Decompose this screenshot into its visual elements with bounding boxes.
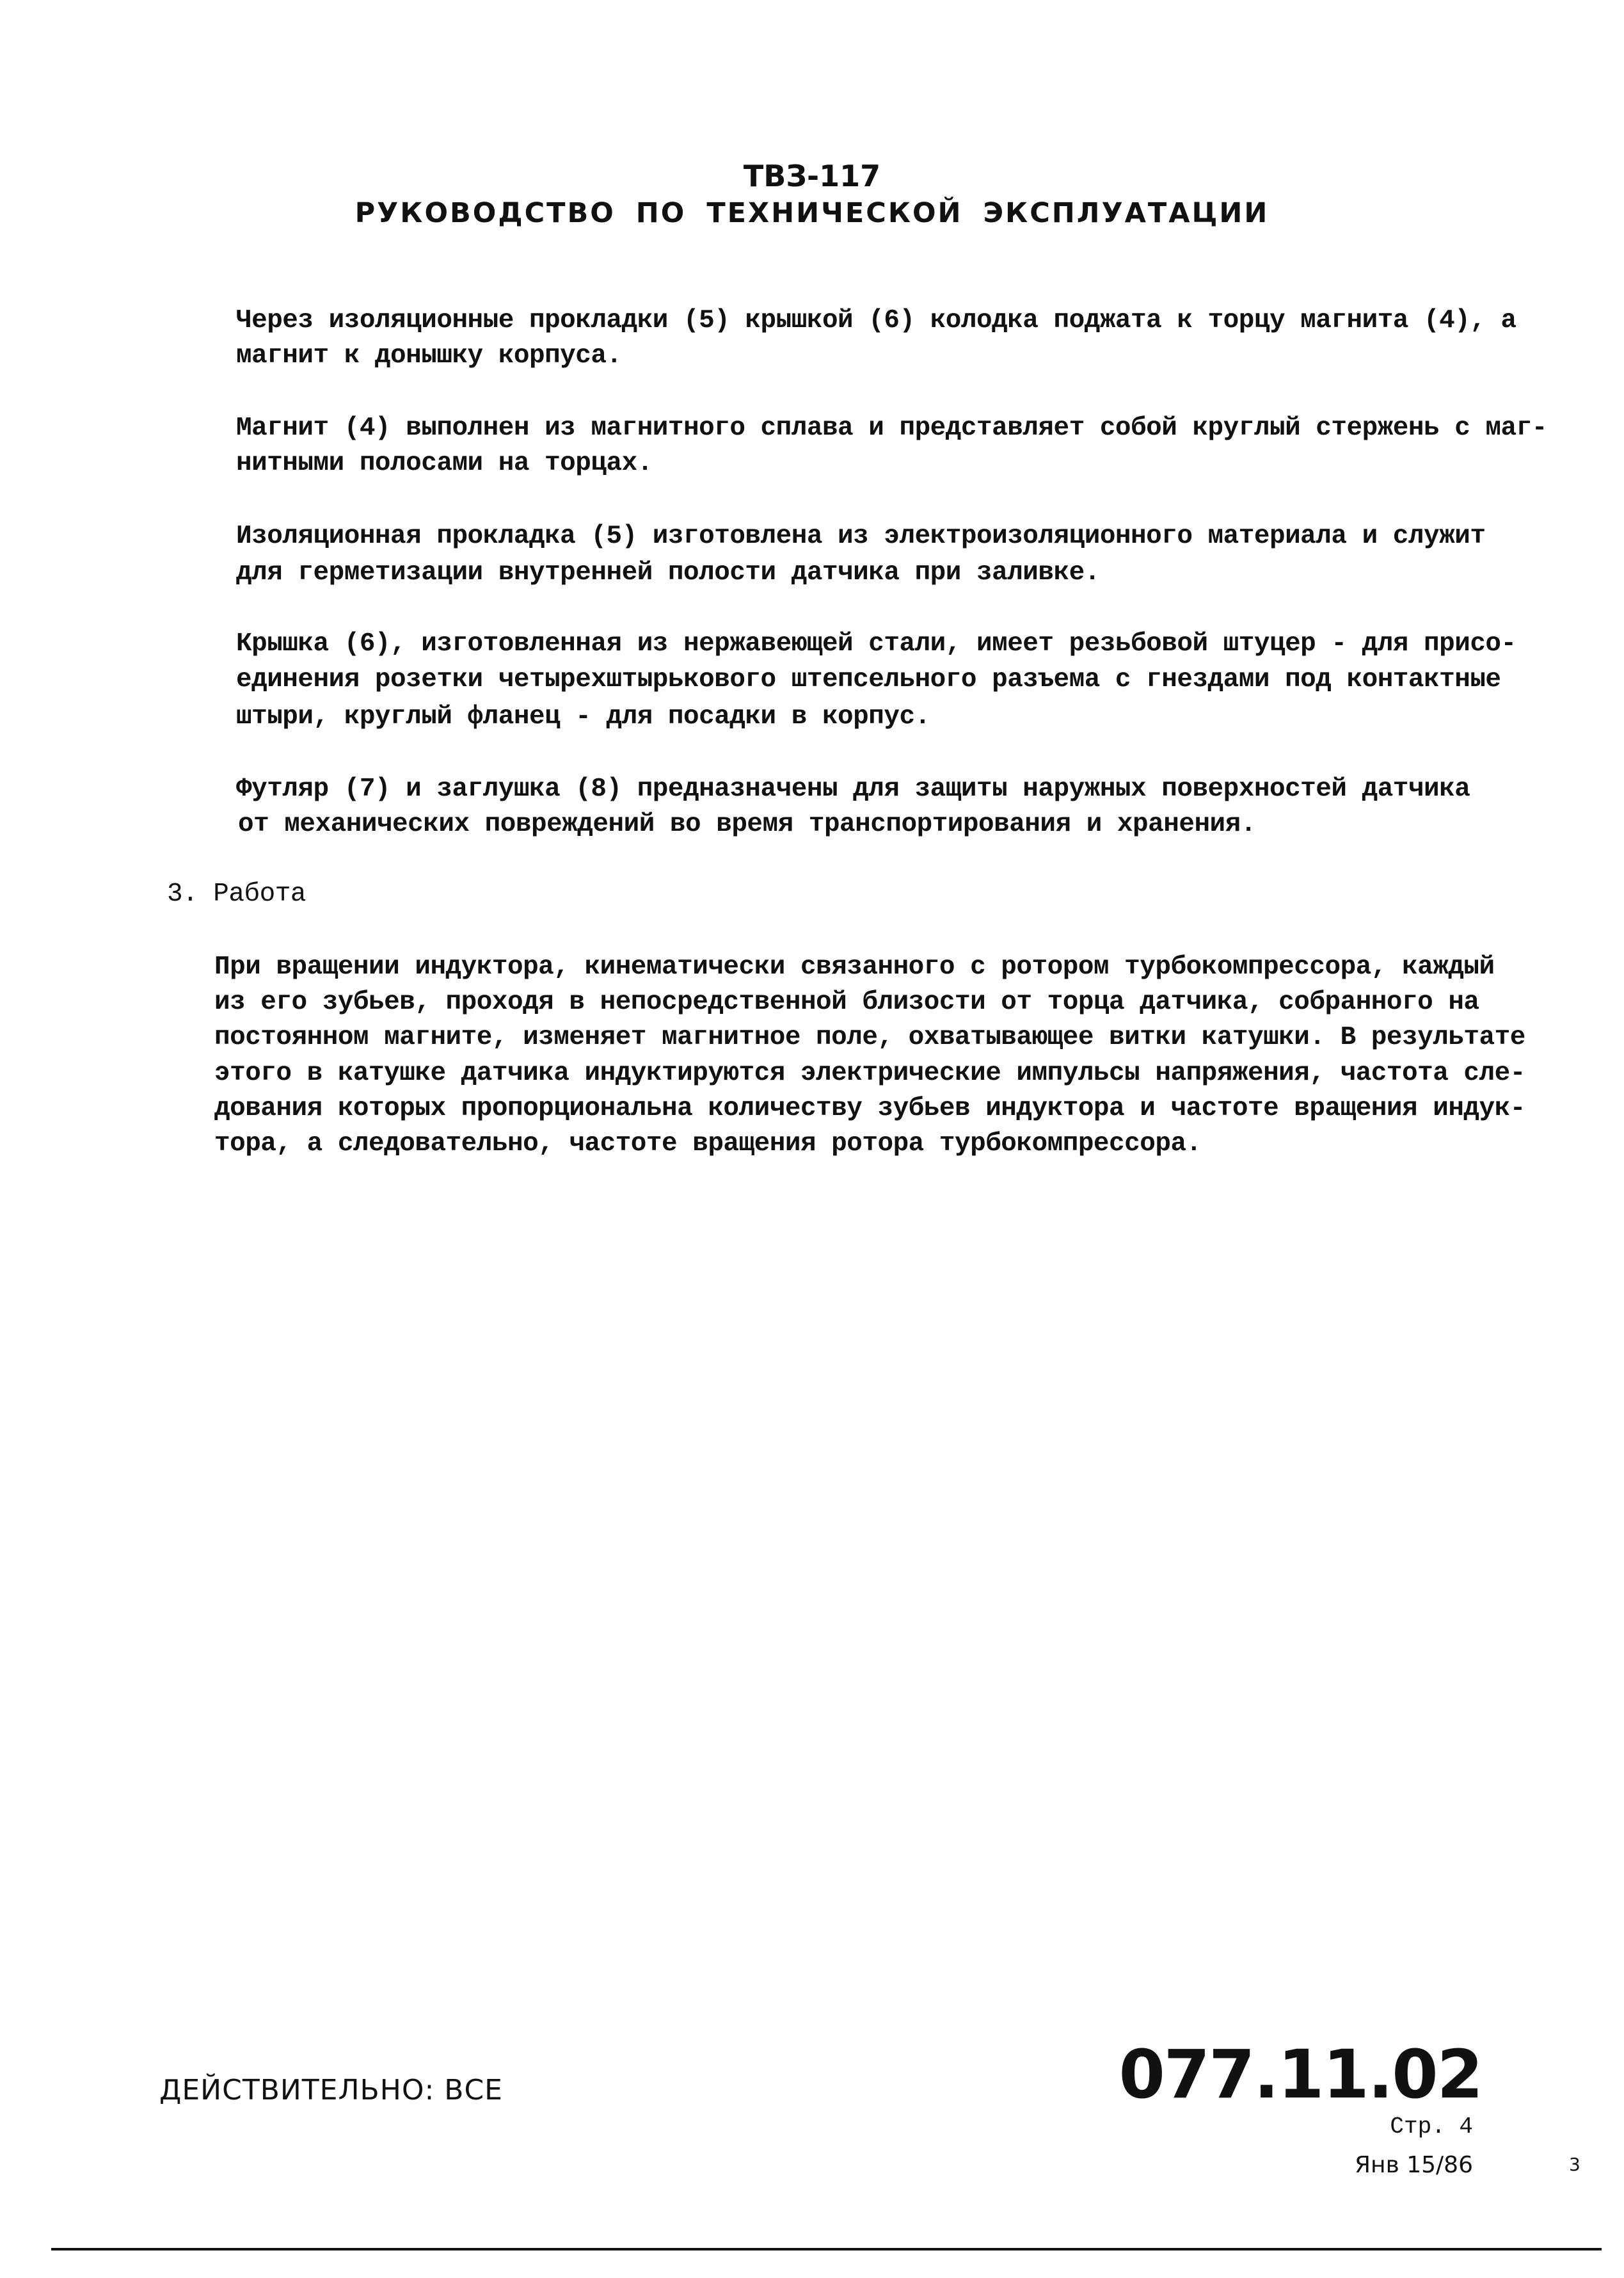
text-line: Крышка (6), изготовленная из нержавеющей стали, имеет резьбовой штуцер - для присо- — [236, 629, 1517, 659]
text-line: Через изоляционные прокладки (5) крышкой (6) колодка поджата к торцу магнита (4), а — [236, 306, 1517, 335]
text-line: из его зубьев, проходя в непосредственной близости от торца датчика, собранного на — [214, 988, 1479, 1017]
text-line: дования которых пропорциональна количеству зубьев индуктора и частоте вращения индук- — [214, 1094, 1525, 1123]
text-line: единения розетки четырехштырькового штепсельного разъема с гнездами под контактные — [236, 665, 1501, 694]
text-line: штыри, круглый фланец - для посадки в корпус. — [236, 702, 930, 732]
page-number: Стр. 4 — [1390, 2114, 1473, 2140]
text-line: от механических повреждений во время транспортирования и хранения. — [238, 810, 1256, 839]
text-line: Изоляционная прокладка (5) изготовлена из электроизоляционного материала и служит — [236, 522, 1486, 551]
text-line: этого в катушке датчика индуктируются электрические импульсы напряжения, частота сле- — [214, 1059, 1525, 1088]
text-line: нитными полосами на торцах. — [236, 449, 653, 478]
text-line: При вращении индуктора, кинематически связанного с ротором турбокомпрессора, каждый — [214, 952, 1495, 982]
validity-label: ДЕЙСТВИТЕЛЬНО: ВСЕ — [159, 2074, 503, 2106]
text-line: для герметизации внутренней полости датчика при заливке. — [236, 558, 1100, 588]
text-line: постоянном магните, изменяет магнитное поле, охватывающее витки катушки. В результате — [214, 1023, 1525, 1052]
revision-date: Янв 15/86 — [1355, 2152, 1473, 2178]
document-subtitle: РУКОВОДСТВО ПО ТЕХНИЧЕСКОЙ ЭКСПЛУАТАЦИИ — [354, 197, 1270, 229]
margin-mark: 3 — [1569, 2154, 1580, 2175]
text-line: тора, а следовательно, частоте вращения ротора турбокомпрессора. — [214, 1129, 1202, 1159]
text-line: Магнит (4) выполнен из магнитного сплава и представляет собой круглый стержень с маг- — [236, 413, 1547, 443]
section-heading: 3. Работа — [167, 879, 306, 909]
text-line: магнит к донышку корпуса. — [236, 341, 622, 371]
document-number: 077.11.02 — [1118, 2035, 1482, 2114]
text-line: Футляр (7) и заглушка (8) предназначены для защиты наружных поверхностей датчика — [236, 774, 1470, 804]
footer-divider — [51, 2248, 1602, 2250]
document-title: ТВЗ-117 — [743, 159, 881, 193]
